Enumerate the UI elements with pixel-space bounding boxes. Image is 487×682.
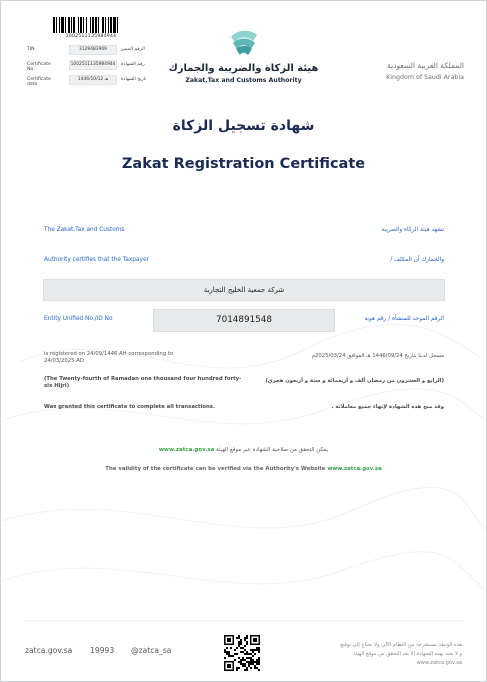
registration-words-en [44,376,244,390]
qr-module [242,663,244,665]
qr-module [258,659,260,661]
qr-module [246,651,248,653]
certificate-date-value: 1446/10/12 هـ [69,75,117,85]
granted-en: Was granted this certificate to complete all transactions. [44,404,215,410]
authority-name-ar: هيئة الزكاة والضريبة والجمارك [168,63,319,74]
qr-module [232,655,234,657]
qr-module [256,661,258,663]
qr-module [226,651,228,653]
qr-module [242,647,244,649]
verify-ar-site-link[interactable]: www.zatca.gov.sa [158,447,215,453]
tin-value: 3129483909 [69,45,117,55]
granted-ar: وقد منح هذه الشهادة لإنهاء جميع معاملاته . [331,404,444,410]
qr-module [238,643,240,645]
qr-module [224,649,226,651]
qr-module [252,659,254,661]
registration-ar: مسجل لدينا بتاريخ 1446/09/24 هـ الموافق 2025/03/24م [311,353,444,359]
certificate-date-label: Certificate date [27,77,51,87]
footer-phone: 19993 [90,646,115,655]
qr-module [254,661,256,663]
qr-module [244,659,246,661]
qr-module [242,651,244,653]
qr-module [246,653,248,655]
qr-module [244,665,246,667]
zatca-logo-icon [227,27,261,59]
qr-module [256,667,258,669]
qr-module [248,665,250,667]
verify-en-text: The validity of the certificate can be verified via the Authority's Website [105,466,326,472]
qr-module [236,653,238,655]
qr-module [228,651,230,653]
qr-module [258,649,260,651]
qr-module [244,637,246,639]
qr-module [230,655,232,657]
qr-module [226,653,228,655]
qr-module [226,647,228,649]
qr-module [228,653,230,655]
qr-module [238,645,240,647]
qr-module [252,649,254,651]
qr-module [254,653,256,655]
qr-module [256,649,258,651]
qr-module [250,667,252,669]
verify-en-site-link[interactable]: www.zatca.gov.sa [327,466,382,472]
qr-module [240,647,242,649]
qr-module [250,659,252,661]
qr-module [238,657,240,659]
qr-module [240,639,242,641]
qr-module [228,655,230,657]
qr-module [234,659,236,661]
entity-label-en: Entity Unified No./ID No [44,316,113,322]
qr-module [244,653,246,655]
barcode [53,17,129,33]
certifies-en-line2: Authority certifies that the Taxpayer [44,257,149,263]
certificate-title-en: Zakat Registration Certificate [121,156,366,172]
qr-module [248,663,250,665]
qr-module [240,659,242,661]
qr-module [244,645,246,647]
qr-module [242,659,244,661]
qr-module [246,641,248,643]
qr-module [254,649,256,651]
certificate-no-value: 1002511135984944 [69,60,117,70]
qr-module [250,653,252,655]
footer-note-ar-3: www.zatca.gov.sa [416,660,462,666]
qr-module [258,647,260,649]
qr-module [258,669,260,671]
registration-words-en-line2: six Hijri) [44,383,70,389]
qr-module [250,657,252,659]
qr-module [258,661,260,663]
authority-name-en: Zakat,Tax and Customs Authority [185,77,302,84]
qr-module [238,667,240,669]
qr-module [238,641,240,643]
qr-module [254,667,256,669]
certifies-ar-line1: تشهد هيئة الزكاة والضريبة [381,227,444,233]
qr-module [238,635,240,637]
registration-en-line1: is registered on 24/09/1446 AH corresponding to [44,351,174,357]
verify-ar [101,447,386,453]
qr-module [256,659,258,661]
tin-label-ar: الرقم المميز [121,47,145,52]
qr-module [246,661,248,663]
qr-module [236,647,238,649]
qr-module [252,655,254,657]
qr-module [246,667,248,669]
entity-id-field: 7014891548 [153,309,335,332]
barcode-number: 1002511135984944 [65,34,117,39]
footer-note-ar-1: هذه الوثيقة مستخرجة من النظام الآلي ولا تحتاج إلى توقيع [340,642,462,648]
qr-module [246,637,248,639]
qr-module [238,637,240,639]
qr-module [252,661,254,663]
registration-words-ar: (الرابع و العشرون من رمضان ألف و أربعمائة و ستة و أربعون هجري) [265,378,444,384]
kingdom-name-ar: المملكة العربية السعودية [387,61,464,70]
qr-module [253,638,257,642]
qr-module [227,664,231,668]
registration-words-en-line1: (The Twenty-fourth of Ramadan one thousand four hundred forty- [44,376,242,382]
qr-module [246,669,248,671]
qr-module [250,663,252,665]
qr-module [248,657,250,659]
qr-module [244,669,246,671]
barcode-bar [118,17,120,33]
certifies-ar-line2: والجمارك أن المكلف / [390,257,444,263]
registration-en [44,351,204,365]
verify-ar-text: يمكن التحقق من صلاحية الشهادة عبر موقع الهيئة [216,447,329,453]
qr-module [258,657,260,659]
certificate-date-label-ar: تاريخ الشهادة [121,77,147,82]
qr-module [256,663,258,665]
qr-module [244,639,246,641]
footer-note-ar-2: و لا يعتد بهذه الشهادة إلا بعد التحقق من موقع الهيئة [353,651,462,657]
qr-module [248,661,250,663]
qr-module [248,653,250,655]
qr-module [250,661,252,663]
qr-module [246,657,248,659]
qr-module [240,661,242,663]
qr-module [240,663,242,665]
qr-module [240,641,242,643]
qr-module [240,643,242,645]
registration-en-line2: 24/03/2025 AD [44,358,84,364]
certificate-no-label-ar: رقم الشهادة [121,62,145,67]
qr-module [244,663,246,665]
footer-website[interactable]: zatca.gov.sa [25,646,73,655]
tin-label: TIN [27,47,35,52]
qr-module [230,647,232,649]
qr-code-icon [223,634,261,672]
kingdom-name-en: Kingdom of Saudi Arabia [386,74,464,81]
footer-social[interactable]: @zatca_sa [131,646,172,655]
qr-module [258,663,260,665]
qr-module [258,651,260,653]
qr-module [246,635,248,637]
qr-module [234,649,236,651]
qr-module [242,657,244,659]
qr-module [236,637,238,639]
qr-module [250,649,252,651]
qr-module [244,649,246,651]
qr-module [224,651,226,653]
qr-module [252,651,254,653]
qr-module [256,647,258,649]
qr-module [236,667,238,669]
certificate-no-label: Certificate No. [27,62,51,72]
qr-module [242,665,244,667]
qr-module [246,643,248,645]
certificate-title-ar: شهادة تسجيل الزكاة [172,118,315,134]
verify-en [81,466,406,472]
company-name-field: شركة جمعية الخليج التجارية [43,279,445,301]
qr-module [240,651,242,653]
qr-module [224,657,226,659]
qr-module [238,661,240,663]
background-pattern [1,1,486,681]
qr-module [234,653,236,655]
qr-module [227,638,231,642]
qr-module [254,665,256,667]
certifies-en-line1: The Zakat,Tax and Customs [44,227,125,233]
qr-module [252,663,254,665]
qr-module [236,669,238,671]
entity-label-ar: الرقم الموحد للمنشأة / رقم هوية [364,316,444,322]
